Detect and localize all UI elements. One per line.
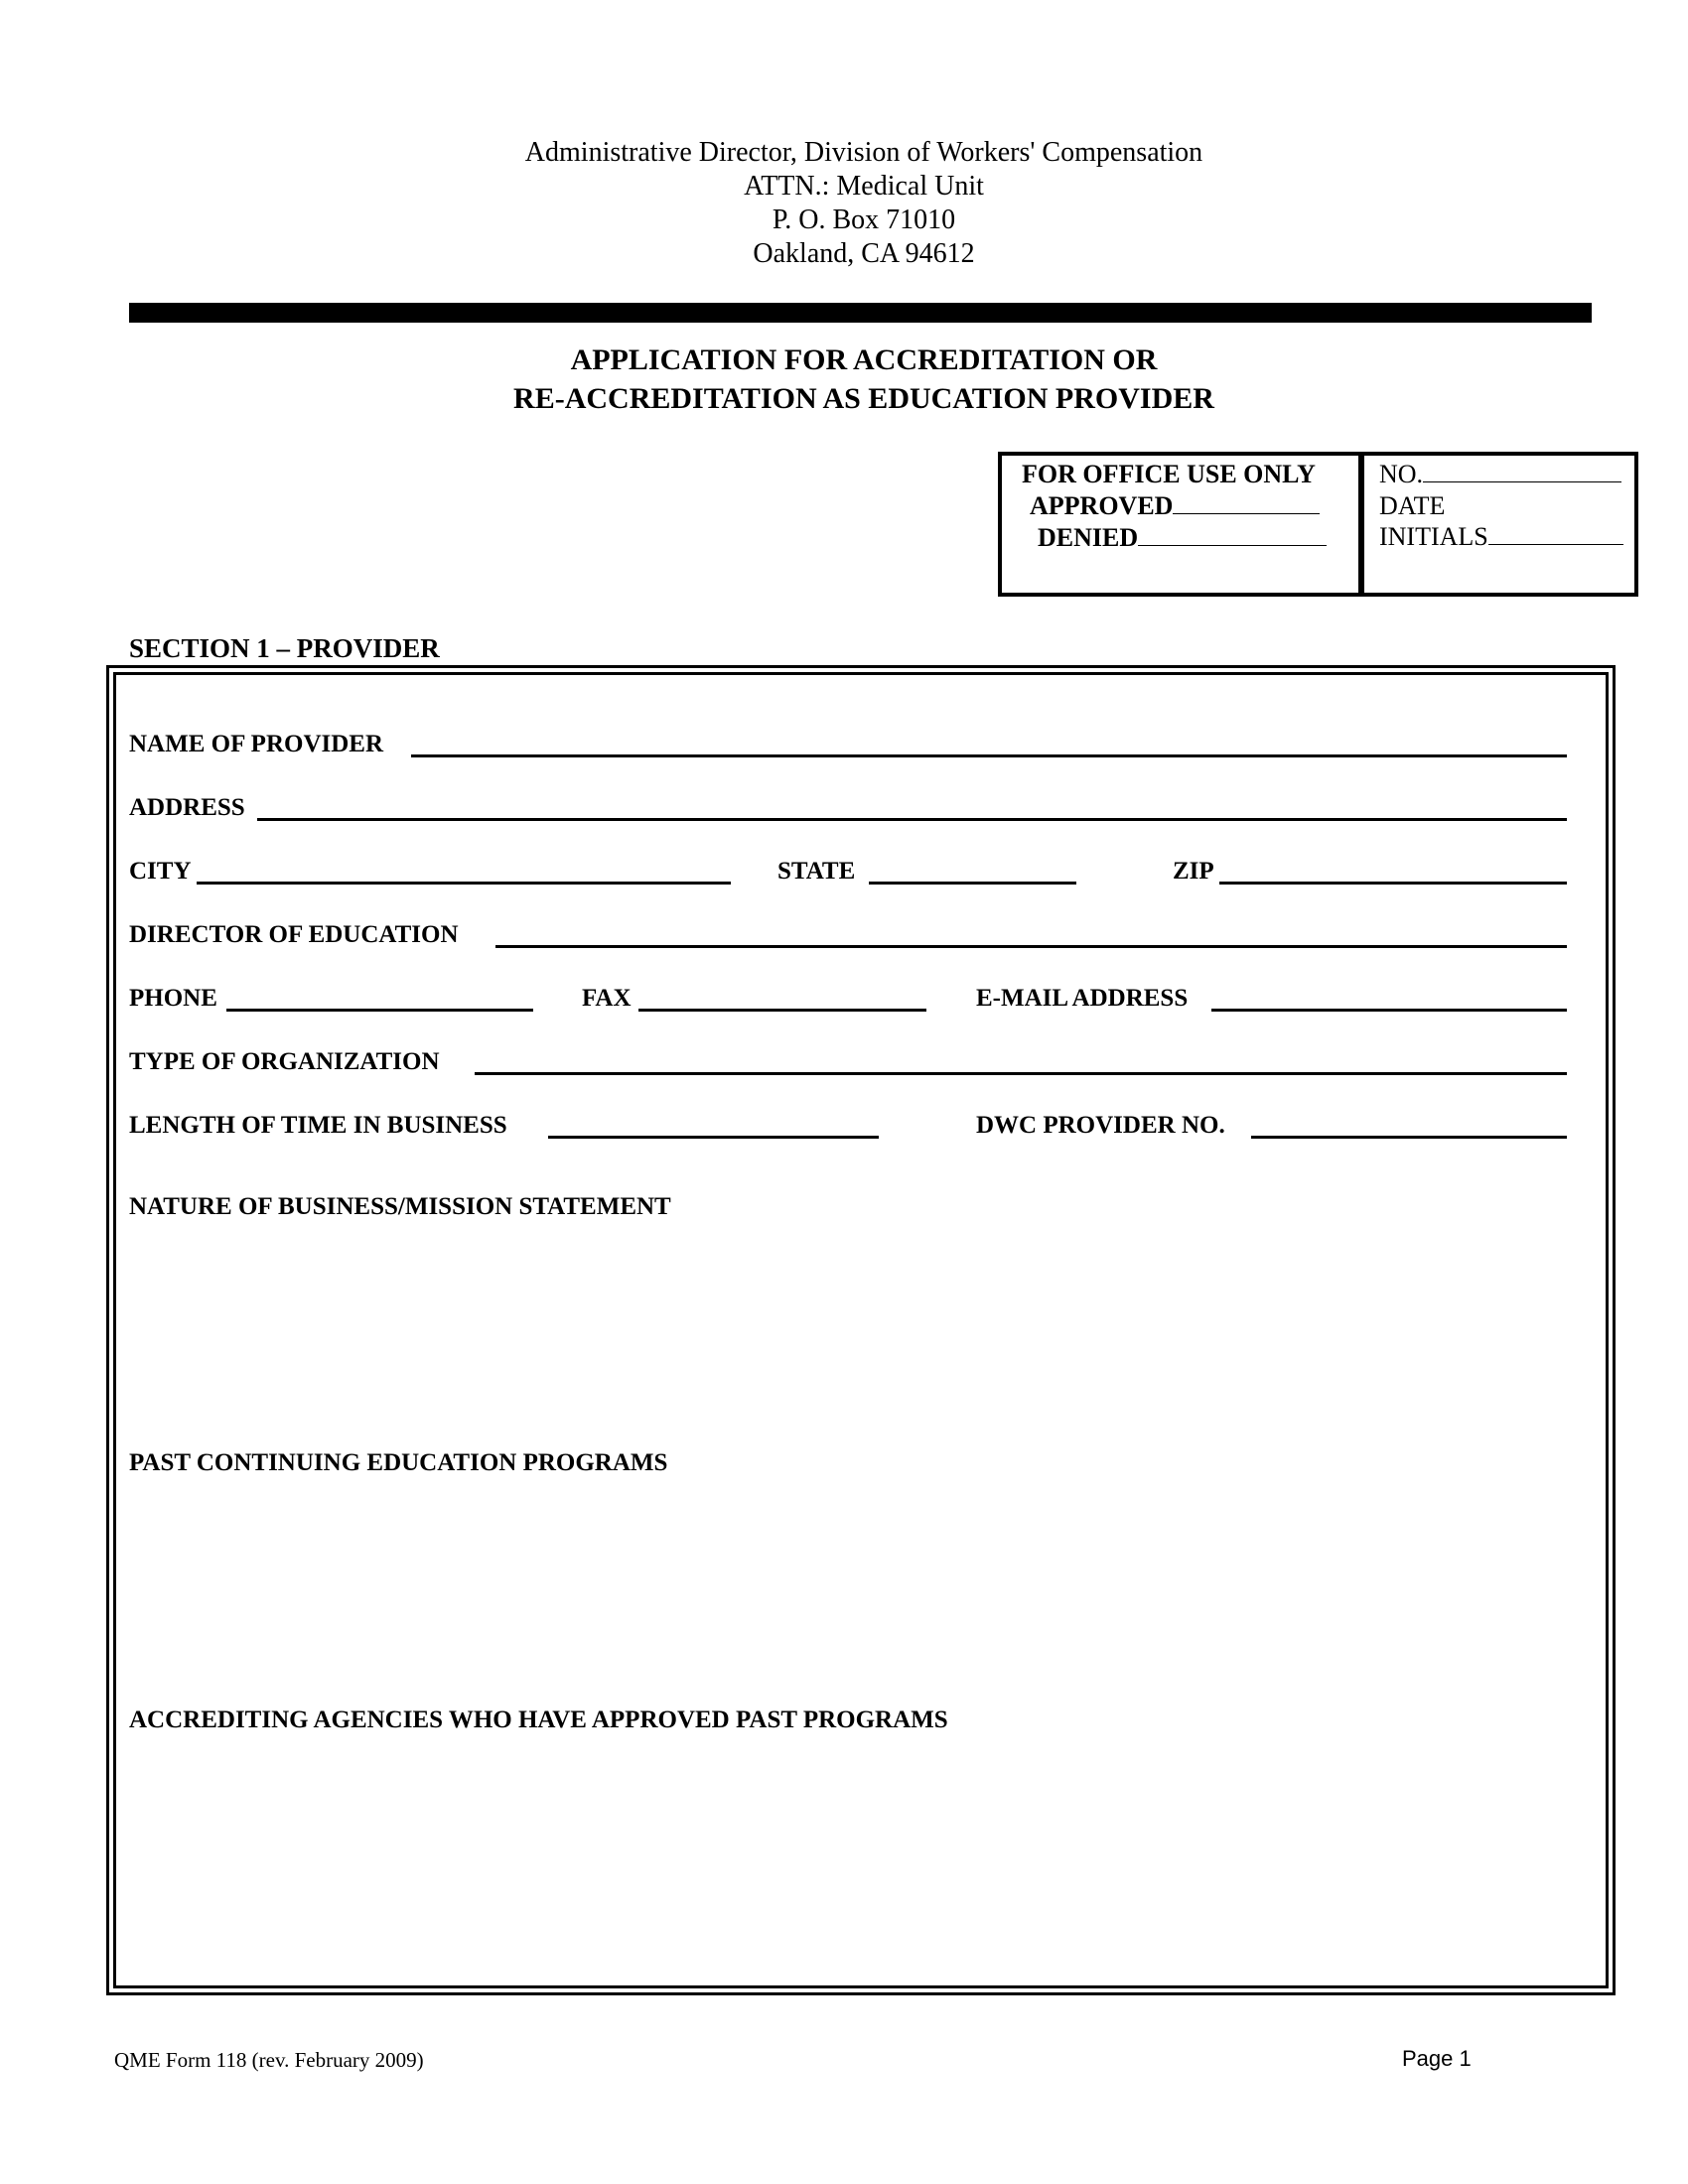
past-programs-label: PAST CONTINUING EDUCATION PROGRAMS — [129, 1449, 668, 1476]
name-of-provider-input[interactable] — [411, 754, 1567, 757]
form-id: QME Form 118 (rev. February 2009) — [114, 2048, 424, 2072]
initials-label: INITIALS — [1379, 522, 1488, 551]
email-address-input[interactable] — [1211, 1009, 1567, 1012]
initials-field — [1379, 522, 1623, 552]
director-of-education-label: DIRECTOR OF EDUCATION — [129, 921, 459, 948]
director-of-education-input[interactable] — [495, 945, 1567, 948]
form-title-line-2: RE-ACCREDITATION AS EDUCATION PROVIDER — [513, 382, 1214, 415]
address-line-3: P. O. Box 71010 — [772, 205, 956, 235]
no-field — [1379, 460, 1621, 489]
mission-statement-label: NATURE OF BUSINESS/MISSION STATEMENT — [129, 1193, 671, 1220]
denied-line[interactable] — [1138, 545, 1327, 546]
office-use-heading: FOR OFFICE USE ONLY — [1022, 460, 1316, 488]
state-input[interactable] — [869, 882, 1076, 885]
city-label: CITY — [129, 858, 192, 885]
length-of-time-label: LENGTH OF TIME IN BUSINESS — [129, 1112, 507, 1139]
mission-statement-area[interactable] — [129, 1231, 1569, 1439]
approved-field — [1030, 491, 1357, 521]
form-title — [0, 341, 1688, 418]
fax-input[interactable] — [638, 1009, 926, 1012]
office-use-box — [998, 452, 1638, 597]
approved-label: APPROVED — [1030, 491, 1174, 520]
phone-label: PHONE — [129, 985, 217, 1012]
zip-label: ZIP — [1173, 858, 1214, 885]
address-label: ADDRESS — [129, 794, 245, 821]
form-title-line-1: APPLICATION FOR ACCREDITATION OR — [570, 343, 1158, 376]
zip-input[interactable] — [1219, 882, 1567, 885]
fax-label: FAX — [582, 985, 632, 1012]
email-address-label: E-MAIL ADDRESS — [976, 985, 1189, 1012]
initials-line[interactable] — [1488, 544, 1623, 545]
accrediting-agencies-label: ACCREDITING AGENCIES WHO HAVE APPROVED PAST PROGRAMS — [129, 1706, 948, 1733]
denied-field — [1038, 523, 1355, 553]
header-divider — [129, 303, 1592, 323]
dwc-provider-no-label: DWC PROVIDER NO. — [976, 1112, 1225, 1139]
address-line-1: Administrative Director, Division of Workers' Compensation — [524, 137, 1203, 168]
page-number: Page 1 — [1402, 2046, 1472, 2071]
name-of-provider-label: NAME OF PROVIDER — [129, 731, 384, 757]
address-line-4: Oakland, CA 94612 — [753, 238, 975, 269]
length-of-time-input[interactable] — [548, 1136, 879, 1139]
past-programs-area[interactable] — [129, 1487, 1569, 1696]
section-1-heading: SECTION 1 – PROVIDER — [129, 633, 440, 663]
address-line-2: ATTN.: Medical Unit — [744, 171, 984, 202]
phone-input[interactable] — [226, 1009, 533, 1012]
approved-line[interactable] — [1173, 513, 1320, 514]
state-label: STATE — [777, 858, 856, 885]
type-of-organization-label: TYPE OF ORGANIZATION — [129, 1048, 440, 1075]
type-of-organization-input[interactable] — [475, 1072, 1567, 1075]
denied-label: DENIED — [1038, 523, 1139, 552]
no-label: NO. — [1379, 460, 1424, 488]
dwc-provider-no-input[interactable] — [1251, 1136, 1567, 1139]
accrediting-agencies-area[interactable] — [129, 1744, 1569, 1973]
agency-address — [0, 136, 1688, 271]
date-label: DATE — [1379, 491, 1446, 520]
address-input[interactable] — [257, 818, 1567, 821]
no-line[interactable] — [1423, 481, 1621, 482]
city-input[interactable] — [197, 882, 731, 885]
